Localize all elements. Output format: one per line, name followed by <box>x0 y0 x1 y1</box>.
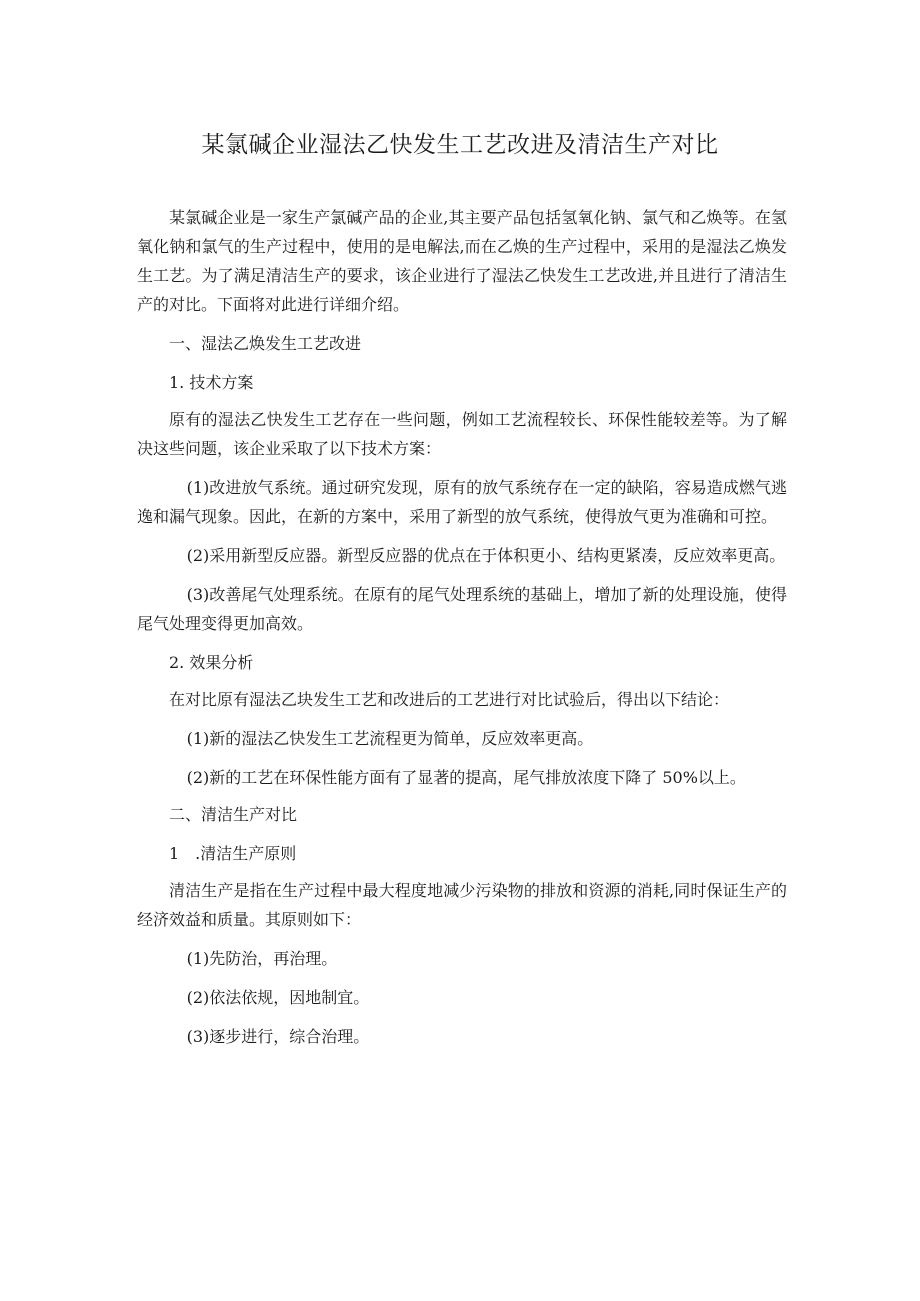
section-1-1-heading: 1. 技术方案 <box>169 373 254 392</box>
section-2-1-intro: 清洁生产是指在生产过程中最大程度地减少污染物的排放和资源的消耗,同时保证生产的经济效益和质量。其原则如下： <box>137 881 787 929</box>
list-item: (2)依法依规，因地制宜。 <box>186 988 370 1007</box>
list-item: (3)改善尾气处理系统。在原有的尾气处理系统的基础上，增加了新的处理设施，使得尾气处理变得更加高效。 <box>137 585 787 633</box>
section-1-2-heading: 2. 效果分析 <box>169 653 254 672</box>
list-item: (1)改进放气系统。通过研究发现，原有的放气系统存在一定的缺陷，容易造成燃气逃逸和漏气现象。因此，在新的方案中，采用了新型的放气系统，使得放气更为准确和可控。 <box>137 478 787 526</box>
list-item: (1)新的湿法乙快发生工艺流程更为简单，反应效率更高。 <box>186 729 594 748</box>
section-1-1-intro: 原有的湿法乙快发生工艺存在一些问题，例如工艺流程较长、环保性能较差等。为了解决这些问题，该企业采取了以下技术方案： <box>137 410 787 458</box>
document-title: 某氯碱企业湿法乙快发生工艺改进及清洁生产对比 <box>201 132 719 158</box>
list-item: (2)新的工艺在环保性能方面有了显著的提高，尾气排放浓度下降了 50%以上。 <box>186 768 746 787</box>
list-item: (3)逐步进行，综合治理。 <box>186 1027 370 1046</box>
list-item: (1)先防治，再治理。 <box>186 949 338 968</box>
section-1-heading: 一、湿法乙焕发生工艺改进 <box>169 334 362 353</box>
section-2-1-heading: 1 .清洁生产原则 <box>169 844 297 863</box>
list-item: (2)采用新型反应器。新型反应器的优点在于体积更小、结构更紧凑，反应效率更高。 <box>186 546 786 565</box>
intro-paragraph: 某氯碱企业是一家生产氯碱产品的企业,其主要产品包括氢氧化钠、氯气和乙焕等。在氢氧化钠和氯气的生产过程中，使用的是电解法,而在乙焕的生产过程中，采用的是湿法乙焕发生工艺。为了满足清洁生产的要求，该企业进行了湿法乙快发生工艺改进,并且进行了清洁生产的对比。下面将对此进行详细介绍。 <box>137 208 787 314</box>
section-1-2-intro: 在对比原有湿法乙块发生工艺和改进后的工艺进行对比试验后，得出以下结论： <box>169 690 730 709</box>
section-2-heading: 二、清洁生产对比 <box>169 805 298 824</box>
document-body <box>137 203 787 1051</box>
